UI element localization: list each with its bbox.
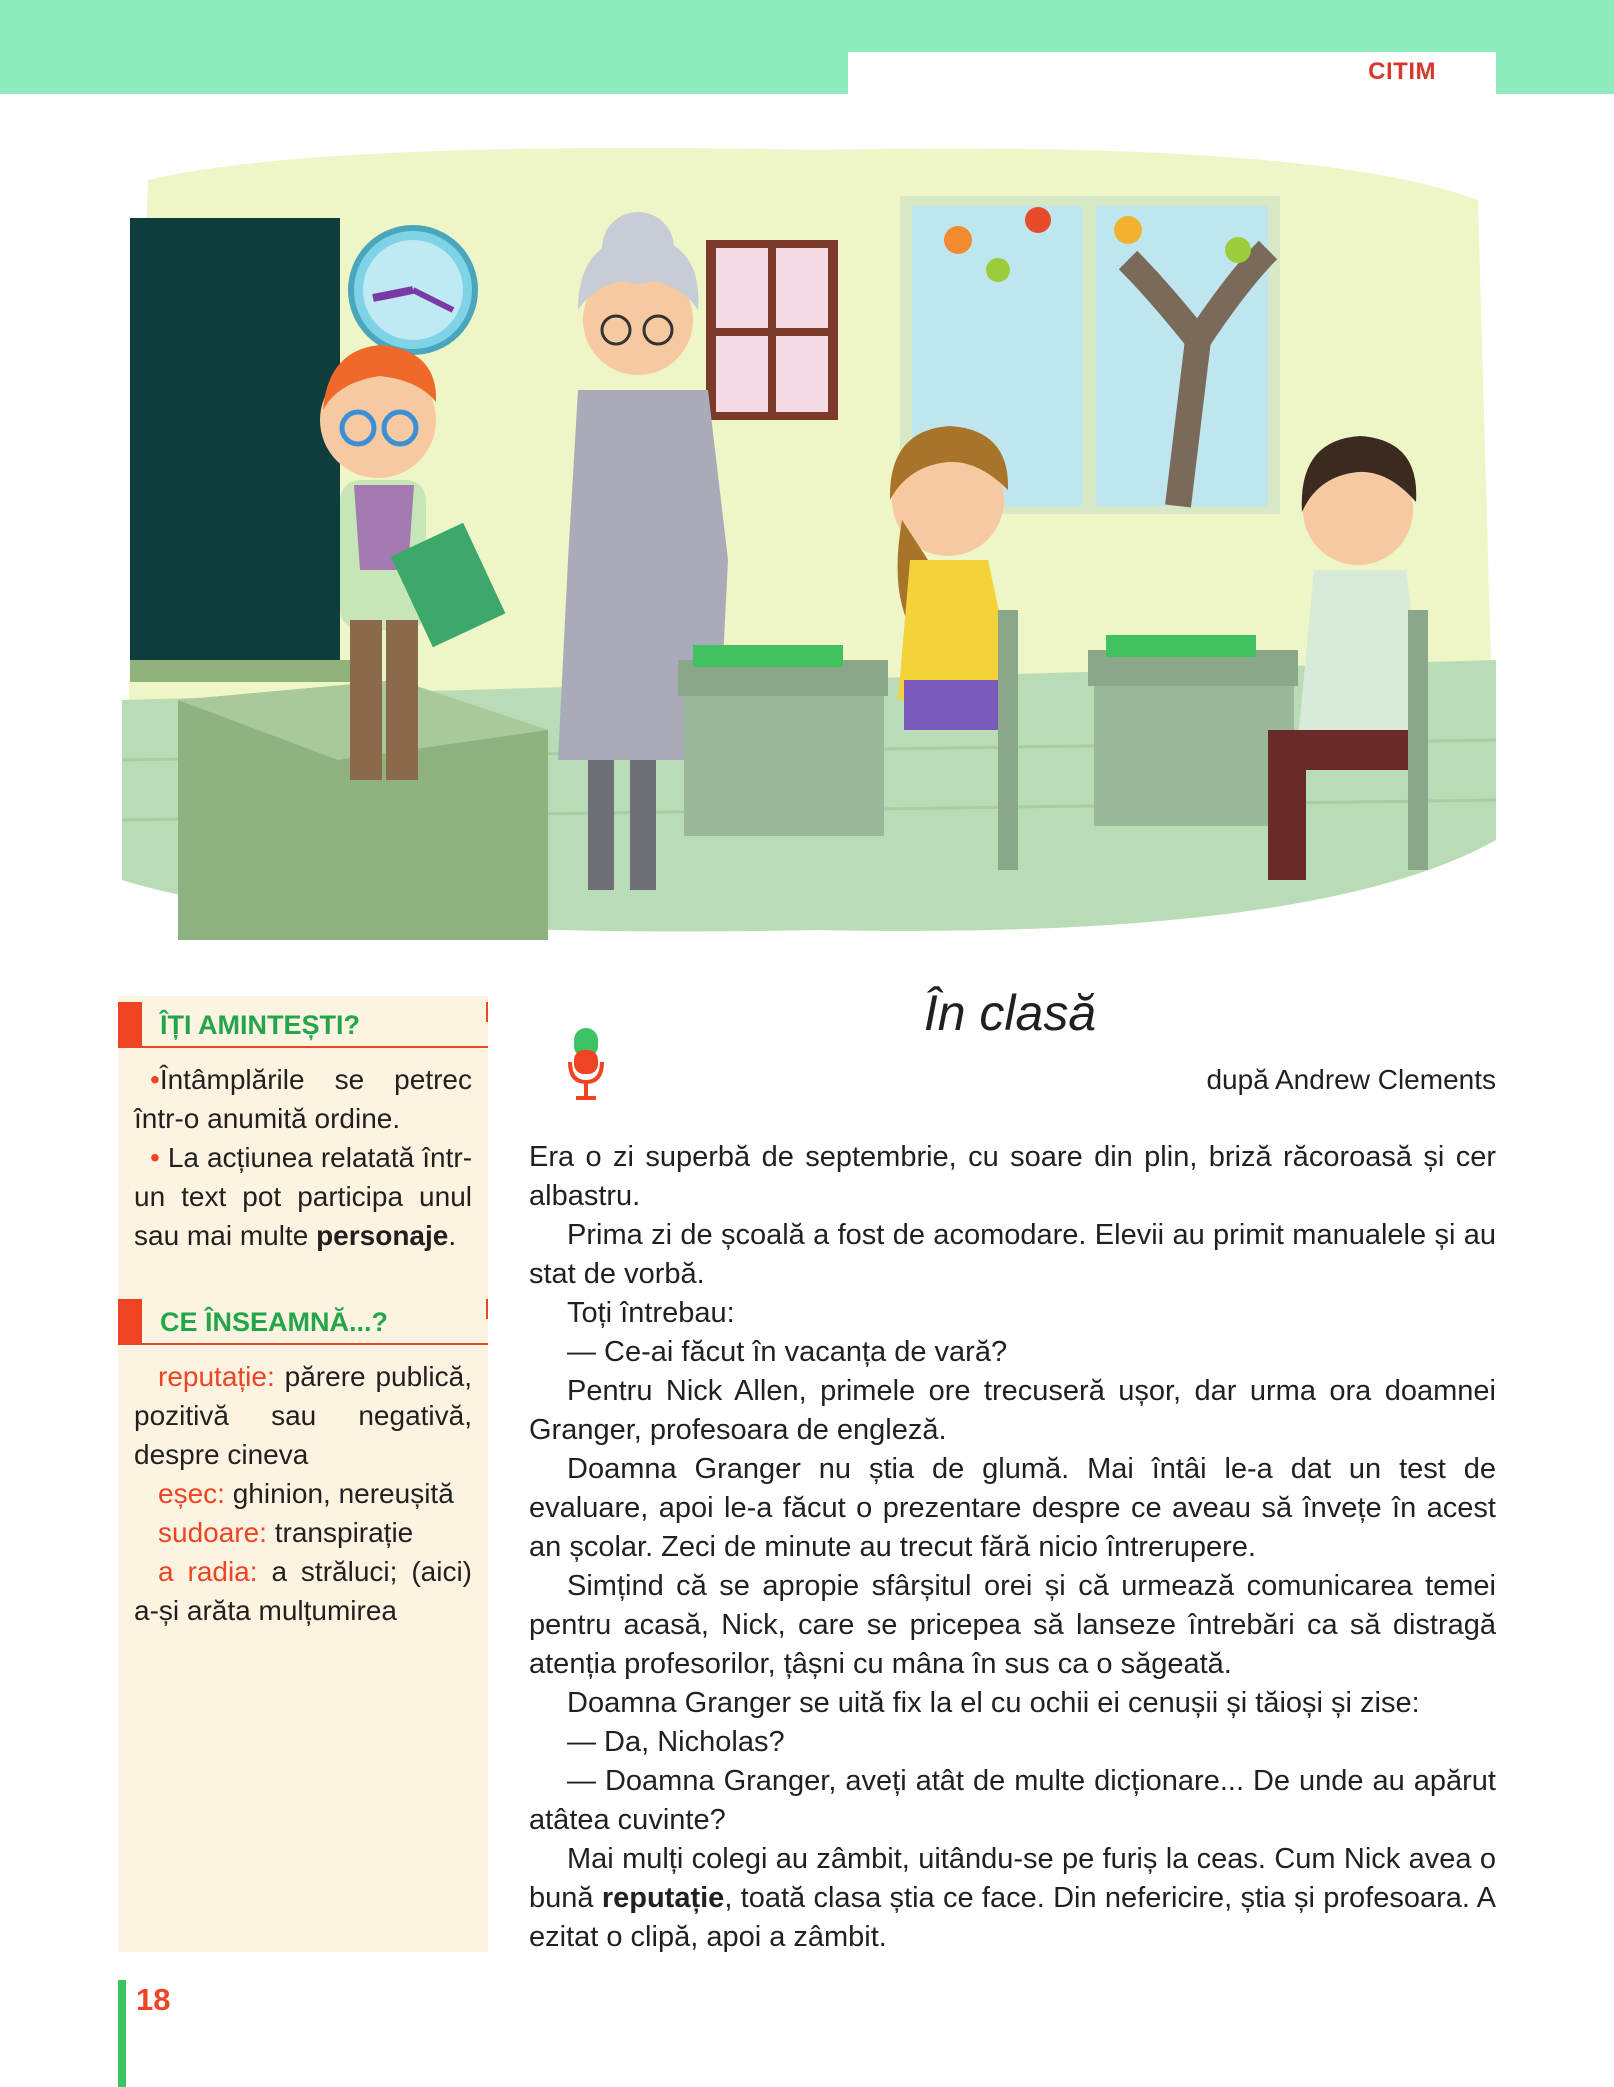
page-edge-bar — [118, 1980, 126, 2087]
glossary-entry: sudoare: transpirație — [158, 1517, 414, 1548]
microphone-icon — [566, 1026, 606, 1111]
paragraph: Toți întrebau: — [567, 1297, 735, 1329]
sidebar-box — [118, 996, 488, 1952]
page-number: 18 — [136, 1982, 171, 2017]
paragraph: Prima zi de școală a fost de acomodare. Elevii au primit manualele și au stat de vorbă. — [529, 1219, 1496, 1290]
glossary-heading: CE ÎNSEAMNĂ...? — [118, 1299, 488, 1345]
paragraph: Doamna Granger nu știa de glumă. Mai întâi le-a dat un test de evaluare, apoi le-a făcut o prezentare despre ce aveau să învețe în acest an școlar. Zeci de minute au trecut fără nicio întrerupere. — [529, 1453, 1496, 1563]
section-label: CITIM — [1368, 58, 1436, 85]
paragraph: — Doamna Granger, aveți atât de multe dicționare... De unde au apărut atâtea cuvinte? — [529, 1765, 1496, 1836]
glossary-entry: a radia: a străluci; (aici) a-și arăta mulțumirea — [134, 1556, 472, 1626]
paragraph: Simțind că se apropie sfârșitul orei și că urmează comunicarea temei pentru acasă, Nick, care se pricepea să lanseze întrebări ca să distragă atenția profesorilor, țâșni cu mâna în sus ca o săgeată. — [529, 1570, 1496, 1680]
paragraph: — Da, Nicholas? — [567, 1726, 785, 1758]
paragraph: Mai mulți colegi au zâmbit, uitându-se pe furiș la ceas. Cum Nick avea o bună reputație, toată clasa știa ce face. Din nefericire, știa și profesoara. A ezitat o clipă, apoi a zâmbit. — [529, 1843, 1496, 1953]
paragraph: Era o zi superbă de septembrie, cu soare din plin, briză răcoroasă și cer albastru. — [529, 1141, 1496, 1212]
paragraph: Doamna Granger se uită fix la el cu ochii ei cenușii și tăioși și zise: — [567, 1687, 1420, 1719]
reminder-text: •Întâmplările se petrec într-o anumită ordine. • La acțiunea relatată într-un text pot participa unul sau mai multe personaje. — [134, 1064, 473, 1251]
paragraph: Pentru Nick Allen, primele ore trecuseră ușor, dar urma ora doamnei Granger, profesoara de engleză. — [529, 1375, 1496, 1446]
story-author: după Andrew Clements — [1206, 1064, 1496, 1095]
glossary-entry: reputație: părere publică, pozitivă sau negativă, despre cineva — [134, 1361, 472, 1470]
blackboard — [130, 218, 340, 668]
section-tab — [848, 52, 1496, 96]
reminder-heading: ÎȚI AMINTEȘTI? — [118, 1002, 488, 1048]
story-title: În clasă — [923, 985, 1097, 1041]
glossary-list — [118, 1345, 488, 1630]
paragraph: — Ce-ai făcut în vacanța de vară? — [567, 1336, 1008, 1368]
glossary-entry: eșec: ghinion, nereușită — [158, 1478, 454, 1509]
story-text — [529, 1138, 1496, 1957]
classroom-illustration — [118, 140, 1500, 940]
